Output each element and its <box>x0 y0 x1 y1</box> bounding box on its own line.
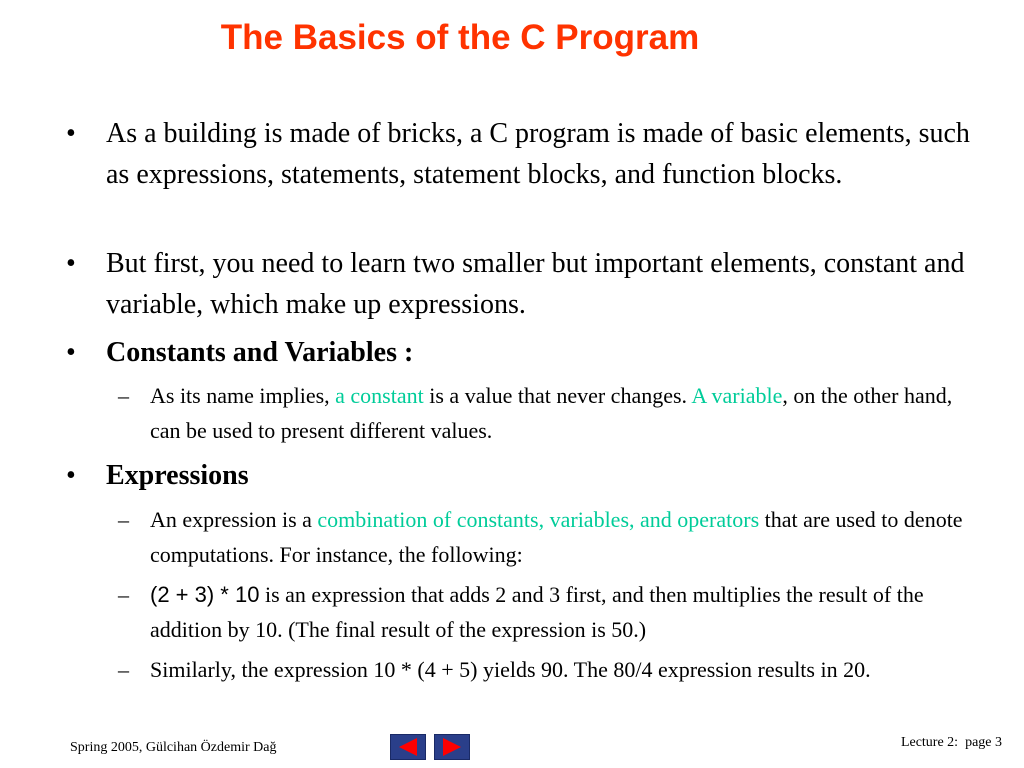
sub-bullet-text <box>150 378 980 448</box>
text-run: An expression is a <box>150 507 318 532</box>
highlight-constant: a constant <box>335 383 424 408</box>
sub-bullet-text <box>150 502 980 572</box>
dash-marker: – <box>118 507 129 532</box>
text-run: is an expression that adds 2 and 3 first, and then multiplies the result of the addition by 10. (The final result of the expression is 50.) <box>150 582 924 642</box>
next-slide-button[interactable] <box>434 734 470 760</box>
text-run: , on the other hand, can be used to present different values. <box>150 383 953 443</box>
dash-marker: – <box>118 657 129 682</box>
bullet-marker: • <box>66 337 76 368</box>
text-run: As its name implies, <box>150 383 336 408</box>
text-run: that are used to denote computations. For instance, the following: <box>150 507 963 567</box>
next-arrow-icon <box>435 735 469 759</box>
slide-title: The Basics of the C Program <box>220 18 700 57</box>
highlight-combination: combination of constants, variables, and operators <box>317 507 760 532</box>
bullet-text: As a building is made of bricks, a C program is made of basic elements, such as expressions, statements, statement blocks, and function blocks. <box>106 118 970 190</box>
bullet-heading-constants-variables: Constants and Variables : <box>106 337 414 368</box>
previous-slide-button[interactable] <box>390 734 426 760</box>
sub-bullet-text: Similarly, the expression 10 * (4 + 5) yields 90. The 80/4 expression results in 20. <box>150 657 871 682</box>
sub-bullet-text <box>150 577 980 647</box>
code-expression: (2 + 3) * 10 <box>150 582 260 607</box>
bullet-marker: • <box>66 118 76 149</box>
dash-marker: – <box>118 383 129 408</box>
highlight-variable: A variable <box>691 383 783 408</box>
footer-page-number: Lecture 2: page 3 <box>900 735 1002 750</box>
bullet-marker: • <box>66 248 76 279</box>
bullet-heading-expressions: Expressions <box>106 460 249 491</box>
bullet-text: But first, you need to learn two smaller but important elements, constant and variable, which make up expressions. <box>106 248 965 320</box>
text-run: is a value that never changes. <box>423 383 692 408</box>
dash-marker: – <box>118 582 129 607</box>
previous-arrow-icon <box>391 735 425 759</box>
bullet-marker: • <box>66 460 76 491</box>
footer-author: Spring 2005, Gülcihan Özdemir Dağ <box>70 740 277 755</box>
